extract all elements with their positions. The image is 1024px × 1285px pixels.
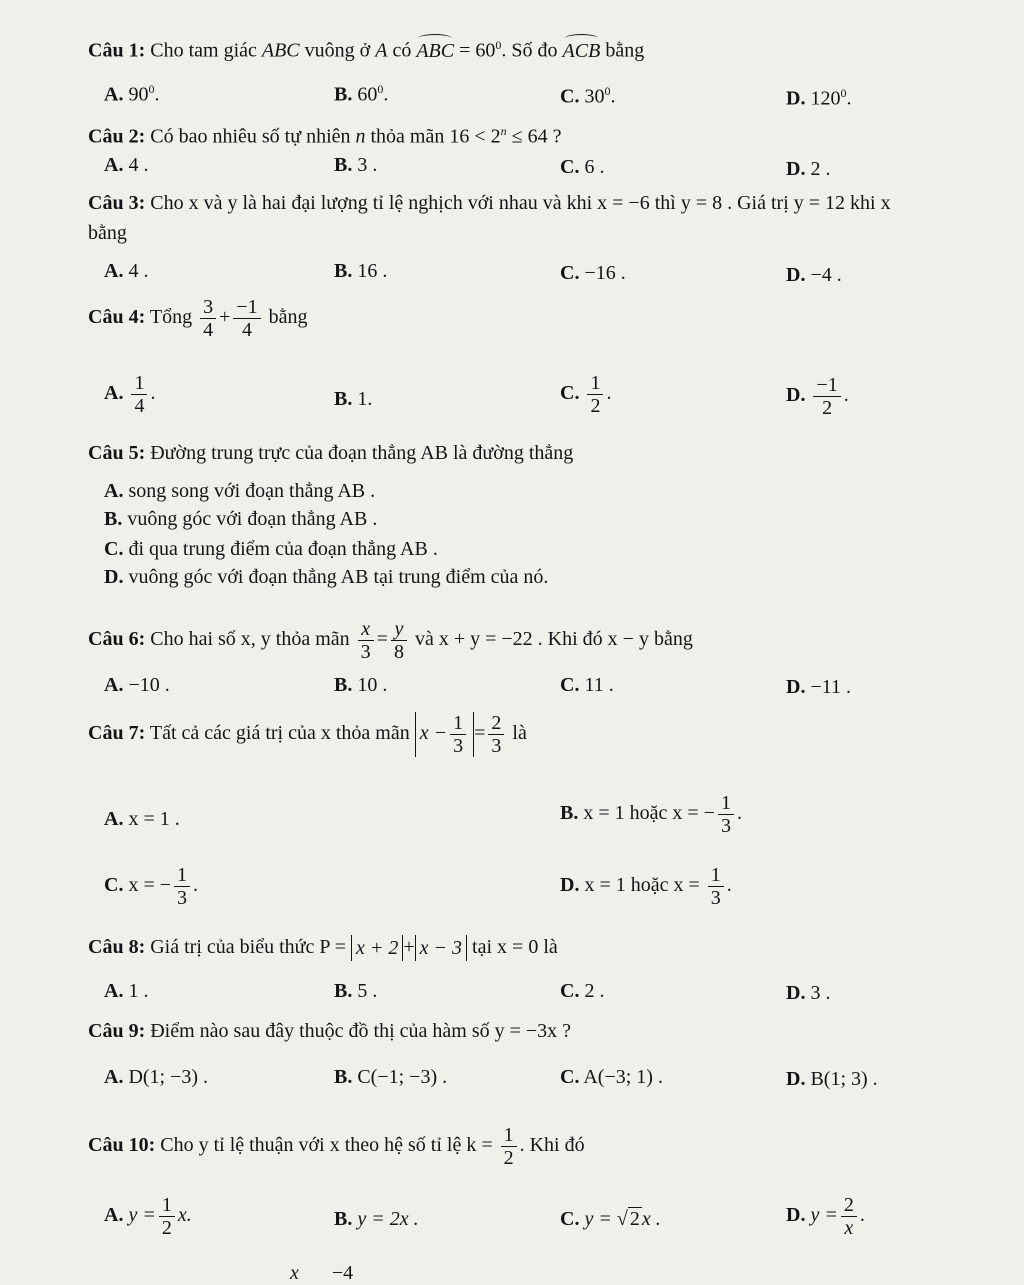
q2-option-b[interactable]: B. 3 . [334, 154, 378, 176]
q7-option-b[interactable]: B. x = 1 hoặc x = − $\frac{1}{3}$ . [560, 792, 742, 837]
question-8: Câu 8: Giá trị của biểu thức P = x + 2 + x − 3 tại x = 0 là [88, 936, 558, 960]
question-6: Câu 6: Cho hai số x, y thỏa mãn $\frac{x}{3}$ = $\frac{y}{8}$ và x + y = −22 . Khi đó x − y bằng [88, 618, 693, 663]
q9-option-c[interactable]: C. A(−3; 1) . [560, 1066, 663, 1088]
q9-option-b[interactable]: B. C(−1; −3) . [334, 1066, 448, 1088]
question-5: Câu 5: Đường trung trực của đoạn thẳng AB là đường thẳng [88, 442, 574, 464]
q8-option-b[interactable]: B. 5 . [334, 980, 378, 1002]
question-9: Câu 9: Điểm nào sau đây thuộc đồ thị của hàm số y = −3x ? [88, 1020, 572, 1042]
q4-option-d[interactable]: D. $\frac{-1}{2}$ . [786, 374, 849, 419]
q1-option-b[interactable]: B. $60^0$. [334, 82, 389, 106]
q8-option-d[interactable]: D. 3 . [786, 982, 831, 1004]
q3-option-b[interactable]: B. 16 . [334, 260, 388, 282]
q2-option-a[interactable]: A. 4 . [104, 154, 149, 176]
q4-option-a[interactable]: A. $\frac{1}{4}$ . [104, 372, 156, 417]
q1-option-a[interactable]: A. $90^0$. [104, 82, 160, 106]
q10-option-c[interactable]: C. y = √ 2 x . [560, 1208, 661, 1230]
q6-option-d[interactable]: D. −11 . [786, 676, 851, 698]
question-4: Câu 4: Tổng $\frac{3}{4}$ + $\frac{-1}{4}$ bằng [88, 296, 308, 341]
question-3: Câu 3: Cho x và y là hai đại lượng tỉ lệ nghịch với nhau và khi x = −6 thì y = 8 . Giá trị y = 12 khi x [88, 192, 891, 214]
question-10: Câu 10: Cho y tỉ lệ thuận với x theo hệ số tỉ lệ k = $\frac{1}{2}$ . Khi đó [88, 1124, 585, 1169]
q6-option-b[interactable]: B. 10 . [334, 674, 388, 696]
q8-option-a[interactable]: A. 1 . [104, 980, 149, 1002]
question-3-line-2: bằng [88, 222, 127, 244]
question-7: Câu 7: Tất cả các giá trị của x thỏa mãn x − $\frac{1}{3}$ = $\frac{2}{3}$ là [88, 712, 527, 757]
cut-off-fraction-fragment: x −4 [290, 1262, 354, 1284]
q9-option-a[interactable]: A. D(1; −3) . [104, 1066, 209, 1088]
question-2: Câu 2: Có bao nhiêu số tự nhiên n thỏa mãn $16 < 2^n \le 64$ ? [88, 124, 562, 148]
q2-option-d[interactable]: D. 2 . [786, 158, 831, 180]
q2-option-c[interactable]: C. 6 . [560, 156, 605, 178]
q5-option-d[interactable]: D. vuông góc với đoạn thẳng AB tại trung điểm của nó. [104, 566, 549, 588]
q8-option-c[interactable]: C. 2 . [560, 980, 605, 1002]
q1-option-d[interactable]: D. $120^0$. [786, 86, 852, 110]
q1-option-c[interactable]: C. $30^0$. [560, 84, 616, 108]
q5-option-a[interactable]: A. song song với đoạn thẳng AB . [104, 480, 376, 502]
q5-option-b[interactable]: B. vuông góc với đoạn thẳng AB . [104, 508, 378, 530]
q4-option-c[interactable]: C. $\frac{1}{2}$ . [560, 372, 612, 417]
q9-option-d[interactable]: D. B(1; 3) . [786, 1068, 878, 1090]
q10-option-d[interactable]: D. y = $\frac{2}{x}$ . [786, 1194, 865, 1239]
q7-option-a[interactable]: A. x = 1 . [104, 808, 180, 830]
q3-option-c[interactable]: C. −16 . [560, 262, 626, 284]
q10-option-a[interactable]: A. y = $\frac{1}{2}$ x. [104, 1194, 192, 1239]
q5-option-c[interactable]: C. đi qua trung điểm của đoạn thẳng AB . [104, 538, 438, 560]
q10-option-b[interactable]: B. y = 2x . [334, 1208, 419, 1230]
q7-option-c[interactable]: C. x = − $\frac{1}{3}$ . [104, 864, 199, 909]
q3-option-d[interactable]: D. −4 . [786, 264, 842, 286]
q4-option-b[interactable]: B. 1. [334, 388, 373, 410]
q6-option-c[interactable]: C. 11 . [560, 674, 614, 696]
q6-option-a[interactable]: A. −10 . [104, 674, 170, 696]
question-1: Câu 1: Cho tam giác ABC vuông ở A có ABC = $60^0$. Số đo ACB bằng [88, 38, 645, 62]
q7-option-d[interactable]: D. x = 1 hoặc x = $\frac{1}{3}$ . [560, 864, 732, 909]
q3-option-a[interactable]: A. 4 . [104, 260, 149, 282]
